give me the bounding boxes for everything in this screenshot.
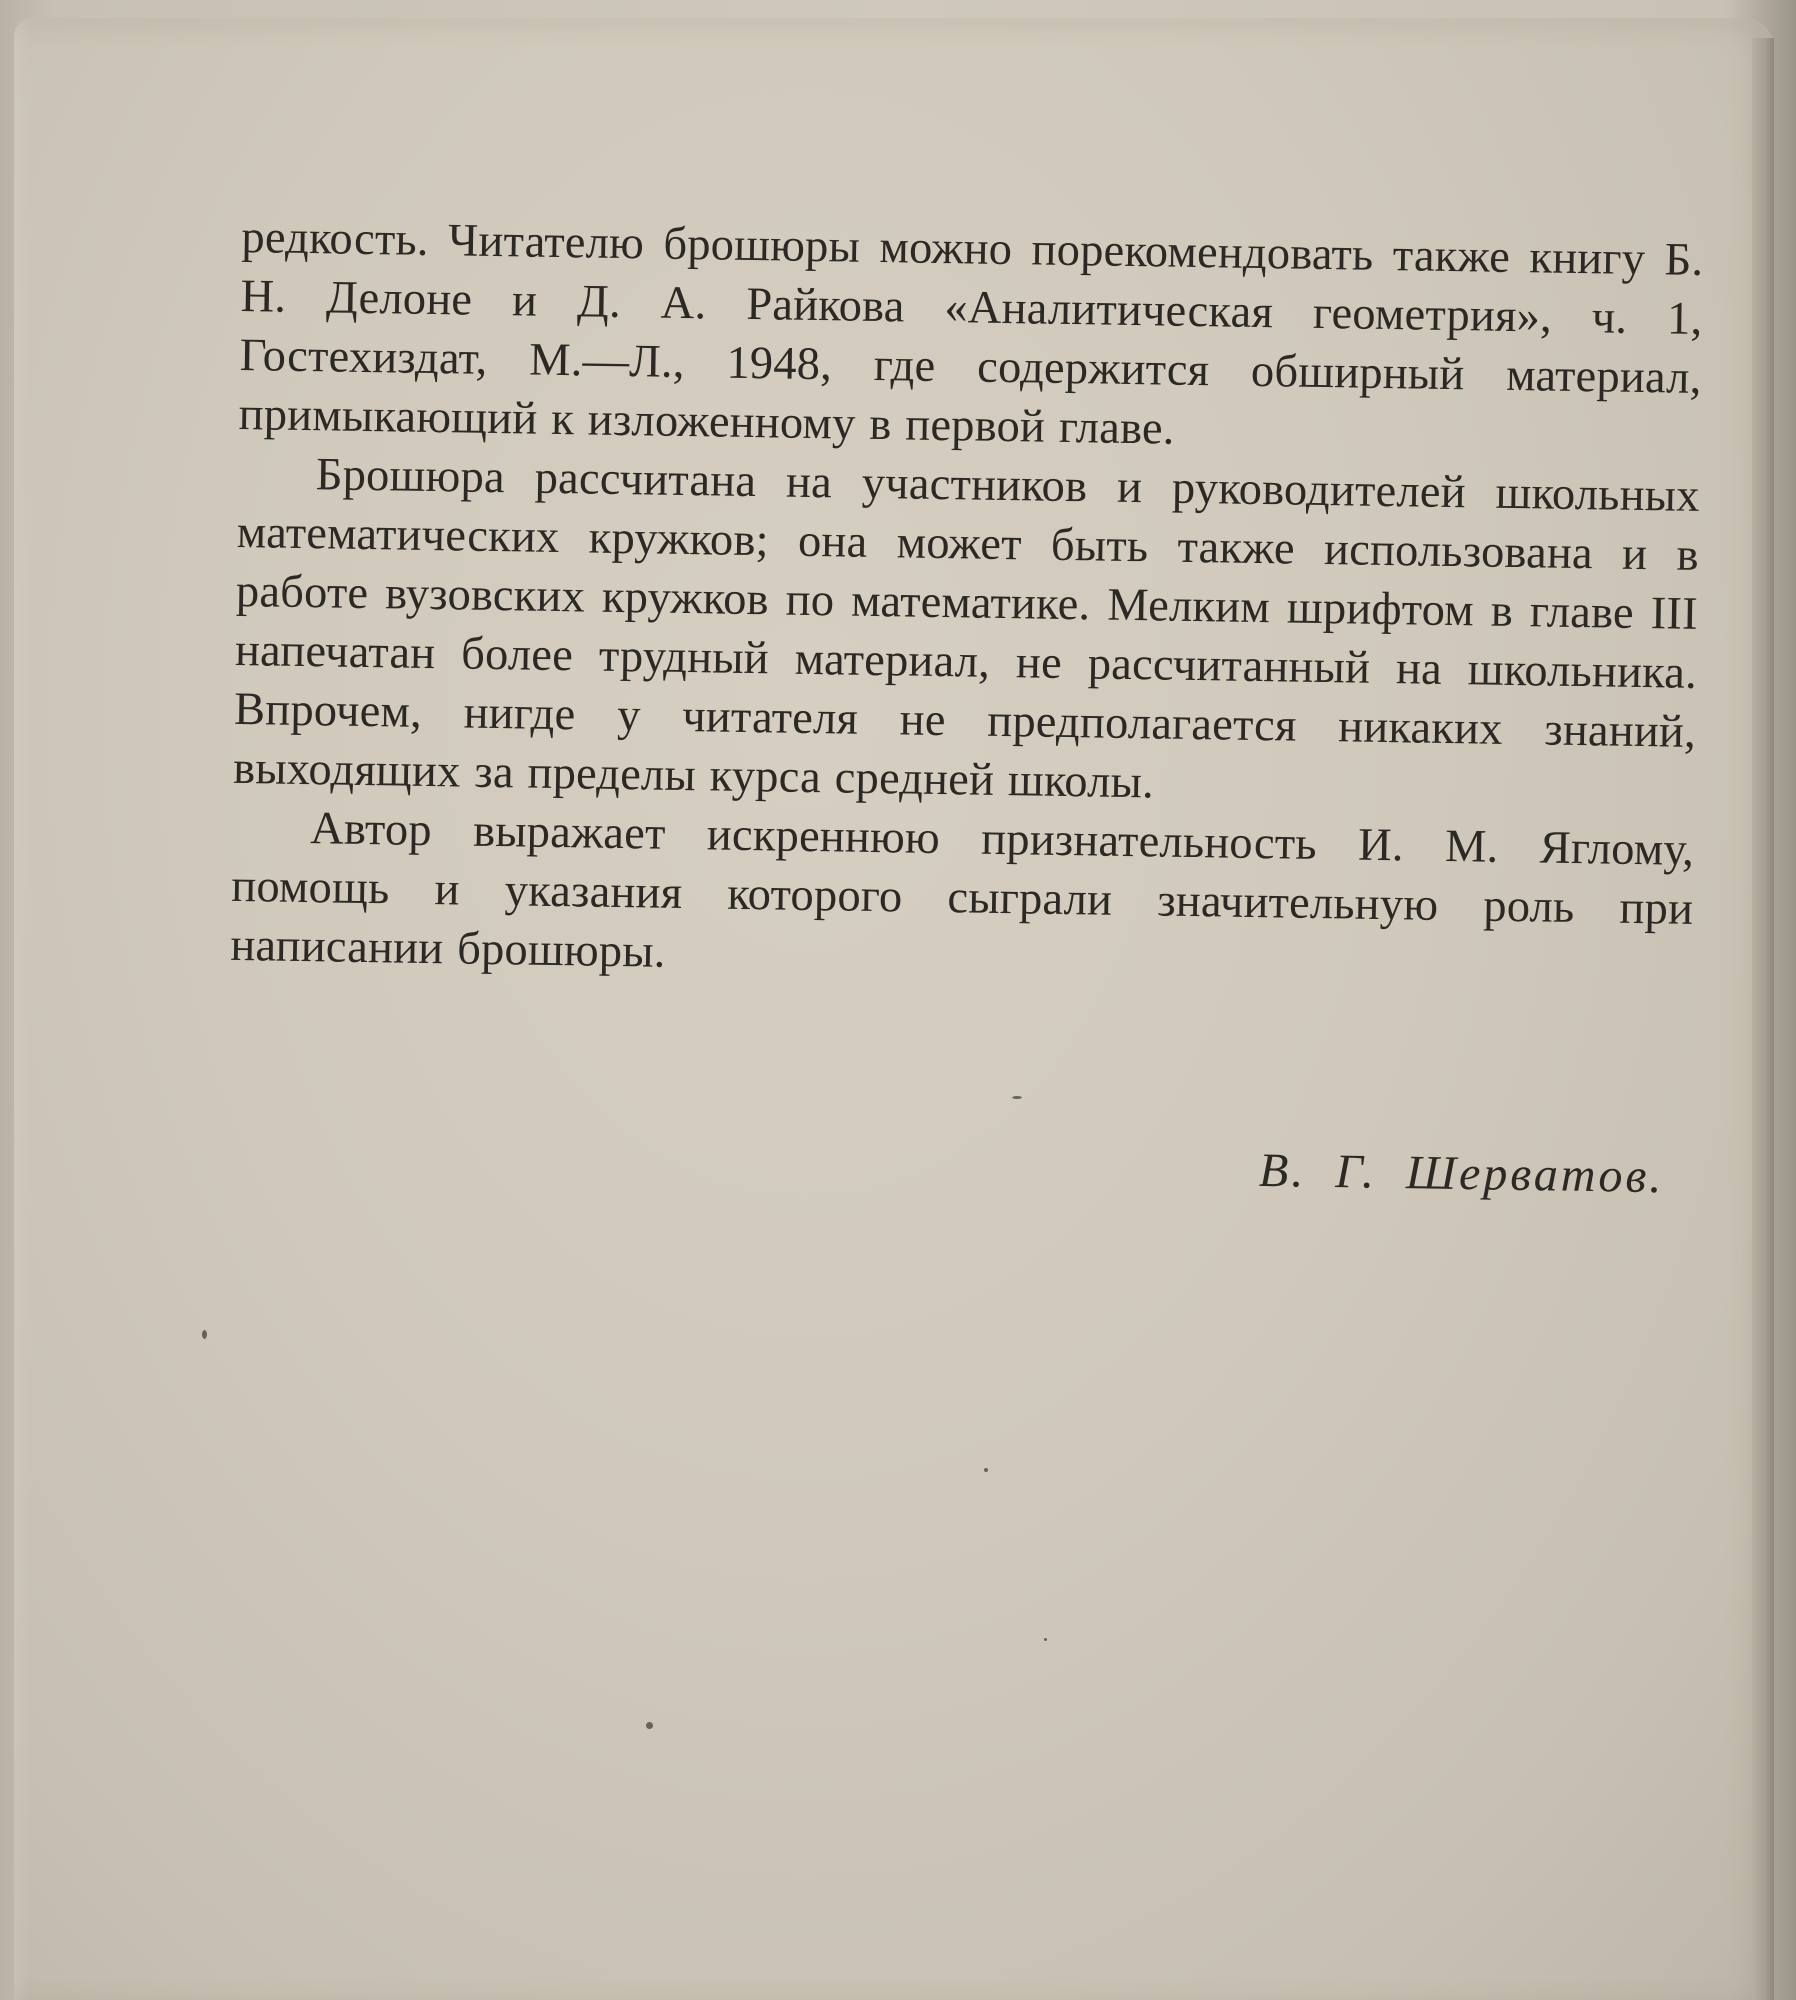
book-page [14, 18, 1774, 2000]
paper-speck [1044, 1638, 1047, 1641]
author-signature: В. Г. Шерватов. [1258, 1143, 1665, 1204]
paragraph-2: Брошюра рассчитана на участников и руководителей школьных математических кружков; она может быть также использована и в работе вузовских кружков по математике. Мелким шрифтом в главе III напечатан более трудный материал, не рассчитанный на школьника. Впрочем, нигде у читателя не предполагается никаких знаний, выходящих за пределы курса средней школы. [232, 449, 1701, 809]
paper-speck [202, 1330, 207, 1339]
paragraph-3: Автор выражает искреннюю признательность И. М. Яглому, помощь и указания которого сыграли значительную роль при написании брошюры. [230, 803, 1695, 978]
paragraph-1: редкость. Читателю брошюры можно порекомендовать также книгу Б. Н. Делоне и Д. А. Райкова «Аналитическая геометрия», ч. 1, Гостехиздат, М.—Л., 1948, где содержится обширный материал, примыкающий к изложенному в первой главе. [238, 211, 1704, 455]
paper-speck [984, 1468, 988, 1472]
paper-speck [646, 1722, 653, 1729]
page-edge-shadow [1752, 38, 1774, 2000]
paper-speck [1012, 1096, 1022, 1099]
body-text [230, 208, 1704, 998]
